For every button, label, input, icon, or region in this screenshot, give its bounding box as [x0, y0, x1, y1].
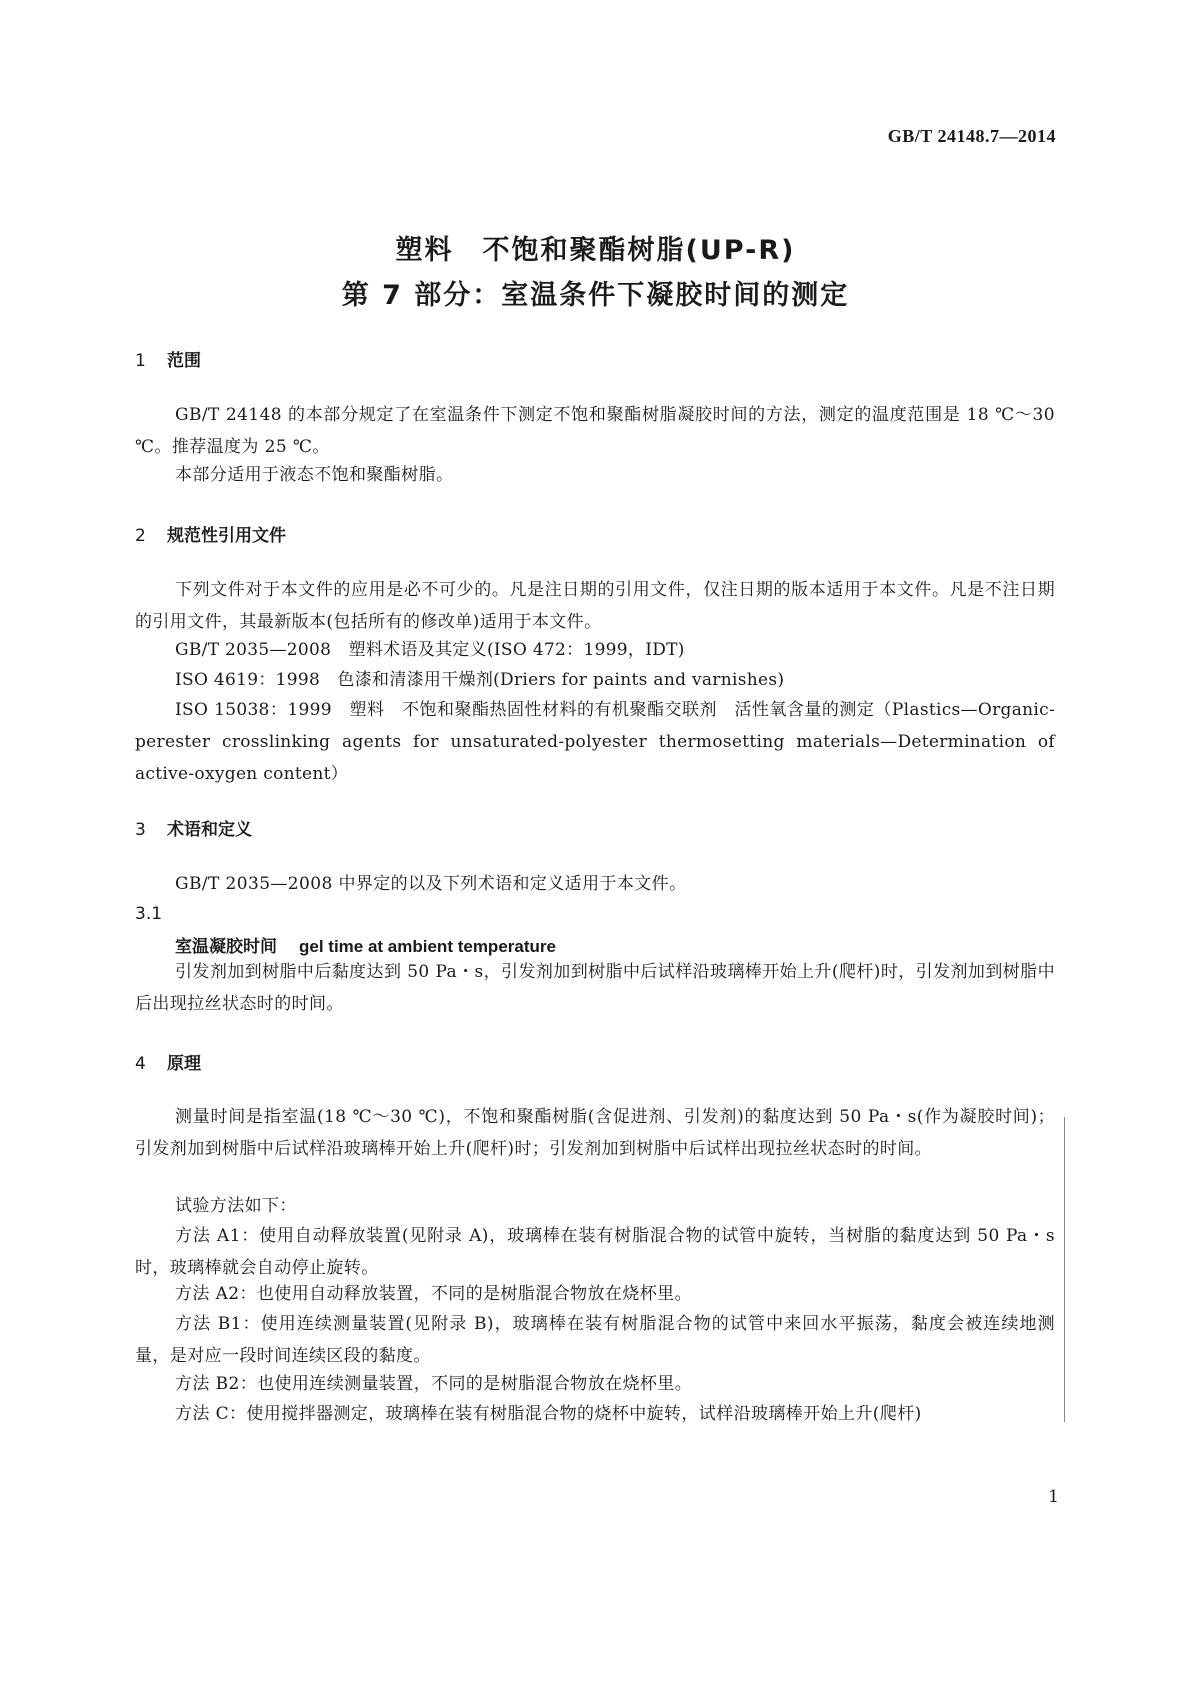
section-title: 规范性引用文件 [167, 526, 286, 546]
section-heading-terms [135, 815, 252, 840]
term-number: 3.1 [135, 904, 163, 924]
reference-item: ISO 4619：1998 色漆和清漆用干燥剂(Driers for paints and varnishes) [175, 670, 785, 690]
section-title: 原理 [167, 1054, 201, 1074]
paragraph: GB/T 2035—2008 中界定的以及下列术语和定义适用于本文件。 [175, 874, 687, 894]
section-number: 3 [135, 820, 146, 840]
term-english: gel time at ambient temperature [299, 937, 556, 956]
paragraph: GB/T 24148 的本部分规定了在室温条件下测定不饱和聚酯树脂凝胶时间的方法，测定的温度范围是 18 ℃～30 ℃。推荐温度为 25 ℃。 [135, 405, 1055, 457]
paragraph: 方法 B2：也使用连续测量装置，不同的是树脂混合物放在烧杯里。 [175, 1374, 693, 1394]
section-number: 1 [135, 351, 146, 371]
section-heading-scope [135, 346, 201, 371]
reference-item: GB/T 2035—2008 塑料术语及其定义(ISO 472：1999，IDT) [175, 640, 685, 660]
section-number: 2 [135, 526, 146, 546]
paragraph: 方法 A2：也使用自动释放装置，不同的是树脂混合物放在烧杯里。 [175, 1284, 692, 1304]
document-title-line2: 第 7 部分：室温条件下凝胶时间的测定 [341, 280, 850, 311]
paragraph: 方法 B1：使用连续测量装置(见附录 B)，玻璃棒在装有树脂混合物的试管中来回水平振荡，黏度会被连续地测量，是对应一段时间连续区段的黏度。 [135, 1314, 1055, 1366]
paragraph: 试验方法如下： [175, 1196, 297, 1216]
document-title-line1: 塑料 不饱和聚酯树脂(UP-R) [395, 235, 796, 266]
paragraph: 测量时间是指室温(18 ℃～30 ℃)，不饱和聚酯树脂(含促进剂、引发剂)的黏度达到 50 Pa・s(作为凝胶时间)；引发剂加到树脂中后试样沿玻璃棒开始上升(爬杆)时；引发剂加到树脂中后试样出现拉丝状态时的时间。 [135, 1107, 1055, 1159]
term-entry [175, 932, 556, 957]
paragraph: 方法 A1：使用自动释放装置(见附录 A)，玻璃棒在装有树脂混合物的试管中旋转，当树脂的黏度达到 50 Pa・s 时，玻璃棒就会自动停止旋转。 [135, 1226, 1055, 1278]
section-title: 术语和定义 [167, 820, 252, 840]
margin-change-bar [1064, 1117, 1065, 1422]
section-title: 范围 [167, 351, 201, 371]
section-heading-principle [135, 1049, 201, 1074]
reference-item: ISO 15038：1999 塑料 不饱和聚酯热固性材料的有机聚酯交联剂 活性氧含量的测定（Plastics—Organic-perester crosslinking agents for unsaturated-polyester thermosetting materials—Determination of active-oxygen content） [135, 700, 1055, 784]
paragraph: 本部分适用于液态不饱和聚酯树脂。 [175, 465, 454, 485]
paragraph: 方法 C：使用搅拌器测定，玻璃棒在装有树脂混合物的烧杯中旋转，试样沿玻璃棒开始上升(爬杆) [175, 1404, 922, 1424]
term-chinese: 室温凝胶时间 [175, 937, 277, 957]
section-number: 4 [135, 1054, 146, 1074]
paragraph: 下列文件对于本文件的应用是必不可少的。凡是注日期的引用文件，仅注日期的版本适用于本文件。凡是不注日期的引用文件，其最新版本(包括所有的修改单)适用于本文件。 [135, 580, 1055, 632]
term-definition: 引发剂加到树脂中后黏度达到 50 Pa・s，引发剂加到树脂中后试样沿玻璃棒开始上升(爬杆)时，引发剂加到树脂中后出现拉丝状态时的时间。 [135, 962, 1055, 1014]
section-heading-normative-references [135, 521, 286, 546]
page-number: 1 [1048, 1487, 1059, 1507]
standard-code: GB/T 24148.7—2014 [887, 126, 1056, 146]
